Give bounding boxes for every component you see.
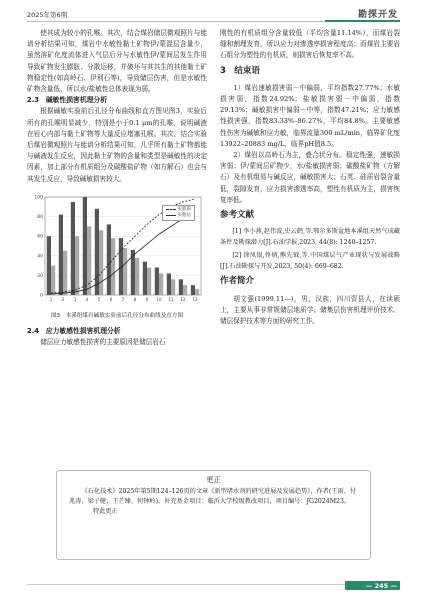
bar-before [179, 279, 183, 295]
bar-after [51, 265, 55, 294]
conclusion-item-1: 1）煤岩速敏损害弱－中偏弱，平均指数27.77%；水敏损害弱，指数24.92%；盐敏损害弱－中偏弱，指数29.13%；碱敏损害中偏弱－中等，指数47.21%；应力敏感性损害强，指数83.33%–86.27%，平均84.8%。主要敏感性伤害为碱敏和应力敏，临界流量300 mL/min，临界矿化度13922–20883 mg/L，临界pH值8.5。 [220, 83, 400, 148]
bar-before [71, 202, 75, 295]
x-tick-label: 2 [61, 296, 65, 302]
bar-before [143, 262, 147, 295]
y-tick-label: 100 [34, 195, 43, 201]
correction-notice [56, 470, 371, 560]
bar-after [159, 273, 163, 295]
correction-sign: 特此更正 [93, 508, 118, 515]
legend-before: 实验前 [177, 206, 191, 212]
left-column [27, 28, 207, 348]
bar-after [99, 230, 103, 295]
bar-before [191, 285, 195, 295]
reference-1: [1] 李小燕,赵伟波,史云鹤,等.鄂尔多斯盆地本溪组天然气成藏条件及勘探潜力[J].石油学报,2023, 44(8): 1240–1257. [220, 228, 400, 247]
bar-after [123, 248, 127, 295]
y-tick-label: 40 [37, 254, 43, 260]
pore-size-figure [27, 191, 207, 309]
bar-after [63, 251, 67, 295]
right-column [220, 28, 400, 327]
x-tick-label: 10 [156, 296, 162, 302]
bar-before [107, 224, 111, 295]
right-paragraph-1: 刚性的有机质组分含量较低（平均含量11.14%），而煤岩裂缝和割理发育，所以应力对渗透率损害程度高；而煤岩主要岩石组分为塑性的有机质，则损害后恢复率不高。 [220, 29, 400, 60]
bar-before [155, 267, 159, 294]
y-tick-label: 20 [37, 273, 43, 279]
bar-before [59, 214, 63, 294]
section-2-3-heading: 2.3 碱敏性损害机理分析 [27, 96, 108, 105]
x-tick-label: 12 [180, 296, 186, 302]
author-bio: 胡文强(1999.11—)，男，汉族，四川资县人，在读硕士，主要从事非常规储层地质学、储集层伤害机理评价技术、储层保护技术等方面的研究工作。 [220, 294, 400, 326]
author-heading: 作者简介 [220, 276, 255, 287]
bar-after [183, 285, 187, 295]
x-tick-label: 9 [145, 296, 149, 302]
conclusion-item-2: 2）煤岩以高岭石为主，叠合状分布。稳定性强，速敏损害弱；伊/蒙间层矿物少，水/盐敏损害弱；碳酸盐矿物（方解石）及有机组易与碱反应，碱敏损害大；石英、硅质岩裂含量低，裂隙发育，应力损害渗透率高，塑性有机质为主，损害恢复率低。 [220, 151, 400, 204]
bar-after [111, 238, 115, 295]
x-tick-label: 13 [192, 296, 198, 302]
reference-2: [2] 徐凤银,佟炳,熊先钺,等.中国煤层气产业现状与发展战略[J].石油勘探与开发,2023, 50(4): 669–682. [220, 251, 400, 270]
bar-after [195, 289, 199, 295]
bar-after [87, 226, 91, 295]
correction-body: 《石化技术》2025年第5期124–126页的文章《新型堵水剂的研究进展及发展趋势》，作者(王雨、付兆涛、梁子健、王芒臻、何钟岭)，补充基金项目：临沂大学校级教改项目，项目编号：JG2024M23。 [69, 488, 357, 505]
bar-before [83, 197, 87, 295]
bar-after [171, 279, 175, 295]
figure-caption: 图3 本溪组煤岩碱敏实验前后孔径分布曲线及直方图 [50, 312, 184, 319]
x-tick-label: 7 [121, 296, 125, 302]
conclusion-heading: 3 结束语 [220, 65, 260, 76]
y-tick-label: 0 [40, 293, 43, 299]
issue-label: 2025年第6期 [27, 11, 68, 19]
bar-after [147, 267, 151, 294]
x-tick-label: 11 [168, 296, 174, 302]
x-tick-label: 8 [133, 296, 137, 302]
bar-after [75, 236, 79, 295]
section-2-4-heading: 2.4 应力敏感性损害机理分析 [27, 327, 121, 336]
bar-before [47, 236, 51, 295]
header-accent-bar [325, 20, 400, 22]
chart-legend [162, 205, 196, 221]
left-paragraph-2: 根据碱敏实验前后孔径分布曲线和直方图见图3，实验后所有的孔喉明显减少，特别是小于0.1 μm的孔喉，说明碱液在岩心内部与黏土矿物等大量反应堵塞孔喉。其次，结合实验后煤岩微观照片与能谱分析结果可知，几乎所有黏土矿物都能与碱液发生反应，因此黏土矿物的含量和类型是碱敏性的决定因素，加上部分有机质组分及碳酸盐矿物（如方解石）也会与其发生反应，导致碱敏损害较大。 [27, 107, 207, 183]
legend-after: 实验后 [177, 212, 191, 218]
x-tick-label: 1 [49, 296, 53, 302]
x-tick-label: 4 [85, 296, 89, 302]
y-tick-label: 80 [37, 214, 43, 220]
x-tick-label: 5 [97, 296, 101, 302]
bar-before [167, 273, 171, 295]
x-tick-label: 6 [109, 296, 113, 302]
left-paragraph-3: 储层应力敏感性损害的主要原因是储层岩石 [40, 338, 166, 347]
references-heading: 参考文献 [220, 210, 255, 221]
x-tick-label: 3 [73, 296, 77, 302]
y-tick-label: 60 [37, 234, 43, 240]
bar-after [135, 258, 139, 295]
bar-before [95, 209, 99, 295]
left-paragraph-1: 使其成为较小的孔喉。其次，结合煤岩储层微观照片与能谱分析结果可知，煤岩中水敏性黏土矿物伊/蒙混层含量少，虽然溶矿化度流体进入气层后分与水敏性伊/蒙间层发生作用导致矿物发生膨胀、分散运移，并破坏与其共生的其他黏土矿物稳定性(如高岭石、伊利石等)，导致储层伤害，但是水敏性矿物含量低，所以水/盐敏性总体表现为弱。 [27, 29, 207, 94]
bar-before [131, 250, 135, 295]
correction-title: 更正 [206, 475, 221, 484]
page-number: — 245 — [365, 582, 397, 590]
section-label: 勘探开发 [357, 10, 398, 20]
